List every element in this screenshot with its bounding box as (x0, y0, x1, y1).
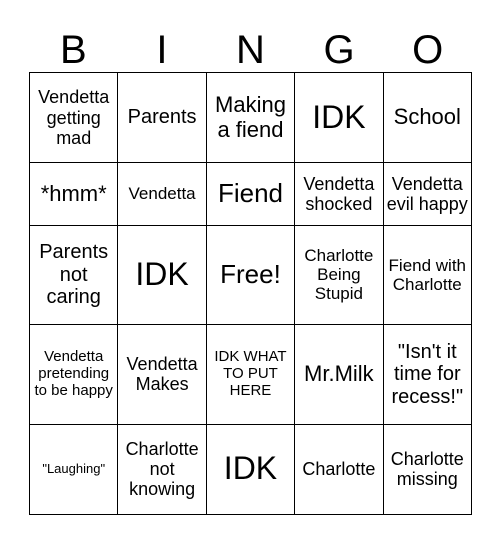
bingo-cell[interactable]: "Laughing" (30, 424, 118, 514)
bingo-cell[interactable]: IDK (118, 225, 206, 325)
bingo-cell[interactable]: Vendetta pretending to be happy (30, 325, 118, 425)
bingo-cell[interactable]: Making a fiend (206, 73, 294, 163)
header-letter-g: G (323, 28, 355, 72)
bingo-row (30, 424, 472, 514)
bingo-cell[interactable]: Vendetta Makes (118, 325, 206, 425)
bingo-row (30, 73, 472, 163)
bingo-cell[interactable]: IDK (295, 73, 383, 163)
bingo-cell[interactable]: IDK (206, 424, 294, 514)
bingo-cell[interactable]: *hmm* (30, 163, 118, 225)
bingo-row (30, 225, 472, 325)
bingo-cell[interactable]: Parents (118, 73, 206, 163)
bingo-cell[interactable]: Charlotte not knowing (118, 424, 206, 514)
bingo-cell[interactable]: Vendetta (118, 163, 206, 225)
bingo-cell[interactable]: Fiend with Charlotte (383, 225, 471, 325)
bingo-cell free-space[interactable]: Free! (206, 225, 294, 325)
bingo-header (29, 28, 472, 72)
bingo-row (30, 325, 472, 425)
bingo-cell[interactable]: Charlotte Being Stupid (295, 225, 383, 325)
bingo-cell[interactable]: Vendetta getting mad (30, 73, 118, 163)
header-letter-b: B (59, 28, 87, 72)
bingo-cell[interactable]: "Isn't it time for recess!" (383, 325, 471, 425)
bingo-cell[interactable]: IDK WHAT TO PUT HERE (206, 325, 294, 425)
bingo-cell[interactable]: Mr.Milk (295, 325, 383, 425)
bingo-cell[interactable]: Vendetta evil happy (383, 163, 471, 225)
bingo-cell[interactable]: Fiend (206, 163, 294, 225)
bingo-grid (29, 72, 472, 515)
bingo-cell[interactable]: School (383, 73, 471, 163)
bingo-cell[interactable]: Charlotte missing (383, 424, 471, 514)
bingo-cell[interactable]: Charlotte (295, 424, 383, 514)
header-letter-o: O (412, 28, 444, 72)
header-letter-i: I (156, 28, 168, 72)
header-letter-n: N (236, 28, 265, 72)
bingo-row (30, 163, 472, 225)
bingo-cell[interactable]: Vendetta shocked (295, 163, 383, 225)
bingo-cell[interactable]: Parents not caring (30, 225, 118, 325)
